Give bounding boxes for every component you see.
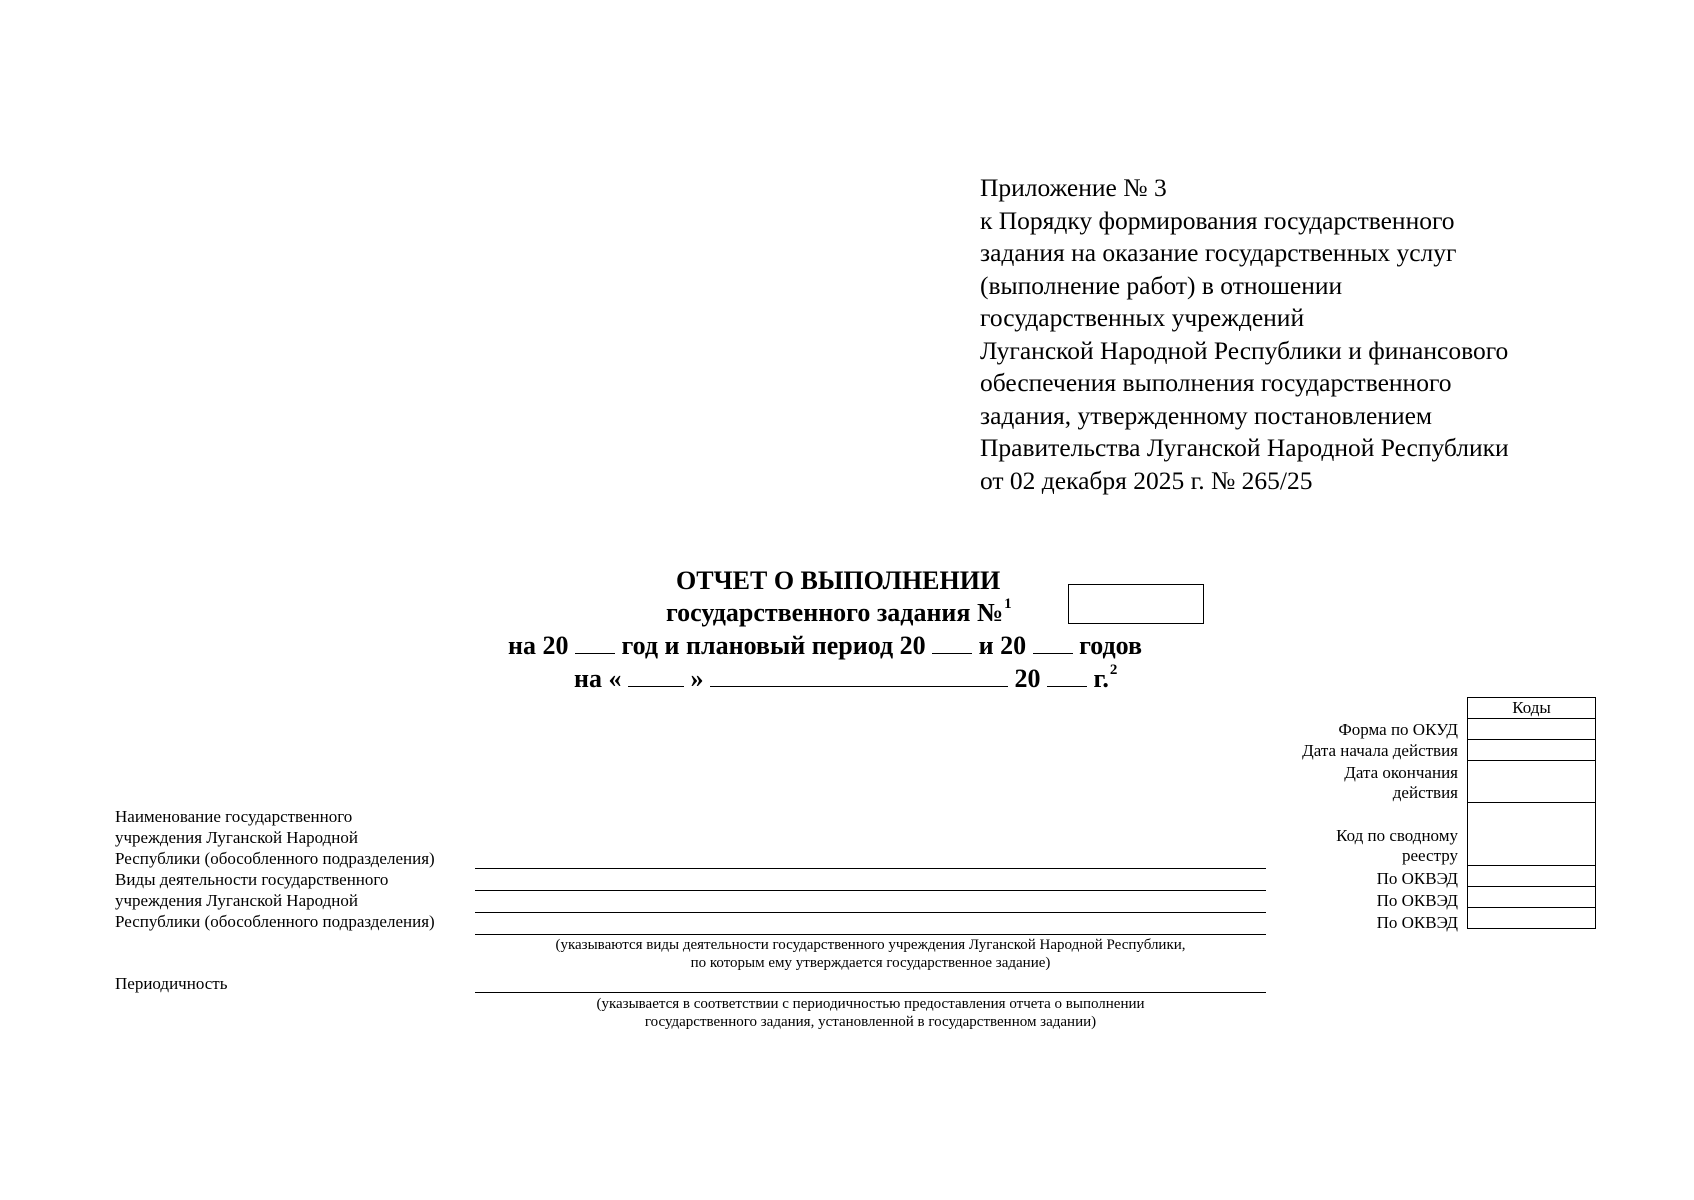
registry-label-line2: реестру	[1402, 846, 1458, 865]
appendix-line: Правительства Луганской Народной Республики	[980, 433, 1509, 462]
plan-year-1-blank[interactable]	[932, 653, 972, 654]
period-prefix: на 20	[508, 631, 569, 660]
activity-note	[475, 936, 1266, 972]
end-date-label	[1344, 763, 1458, 803]
okved-label-3: По ОКВЭД	[1376, 913, 1458, 932]
report-title: ОТЧЕТ О ВЫПОЛНЕНИИ	[676, 566, 1001, 595]
institution-name-label-line1: Наименование государственного	[115, 807, 353, 826]
appendix-line: обеспечения выполнения государственного	[980, 368, 1452, 397]
registry-code-cell[interactable]	[1468, 803, 1596, 866]
appendix-line: задания на оказание государственных услуг	[980, 238, 1457, 267]
start-date-cell[interactable]	[1468, 740, 1596, 761]
period-and: и 20	[978, 631, 1027, 660]
appendix-line: Приложение № 3	[980, 173, 1167, 202]
date-prefix: на «	[574, 664, 622, 693]
activity-note-line1: (указываются виды деятельности государственного учреждения Луганской Народной Республики,	[555, 937, 1186, 953]
registry-label	[1336, 826, 1458, 866]
okud-code-cell[interactable]	[1468, 719, 1596, 740]
periodicity-note-line1: (указывается в соответствии с периодичностью предоставления отчета о выполнении	[596, 996, 1145, 1012]
institution-name-label-line3: Республики (обособленного подразделения)	[115, 849, 435, 868]
okved-label-2: По ОКВЭД	[1376, 891, 1458, 910]
period-line	[508, 631, 1142, 661]
footnote-1-mark: 1	[1004, 596, 1012, 612]
activity-line-2[interactable]	[475, 912, 1266, 913]
activity-types-label	[115, 869, 435, 932]
activity-types-label-line3: Республики (обособленного подразделения)	[115, 912, 435, 931]
okved-cell-2[interactable]	[1468, 887, 1596, 908]
codes-header: Коды	[1468, 698, 1596, 719]
institution-name-line[interactable]	[475, 868, 1266, 869]
report-subtitle	[666, 598, 1012, 628]
appendix-line: от 02 декабря 2025 г. № 265/25	[980, 465, 1313, 495]
activity-types-label-line1: Виды деятельности государственного	[115, 870, 389, 889]
appendix-line: Луганской Народной Республики и финансового	[980, 335, 1509, 365]
day-blank[interactable]	[628, 686, 684, 687]
activity-line-1[interactable]	[475, 890, 1266, 891]
activity-types-label-line2: учреждения Луганской Народной	[115, 891, 358, 910]
plan-year-2-blank[interactable]	[1033, 653, 1073, 654]
date-year-prefix: 20	[1014, 664, 1041, 693]
okved-cell-1[interactable]	[1468, 866, 1596, 887]
institution-name-label	[115, 806, 435, 869]
appendix-line: государственных учреждений	[980, 303, 1305, 332]
end-date-label-line1: Дата окончания	[1344, 763, 1458, 782]
period-mid: год и плановый период 20	[621, 631, 926, 660]
periodicity-note-line2: государственного задания, установленной в государственном задании)	[644, 1014, 1097, 1030]
appendix-block	[980, 172, 1620, 497]
okved-cell-3[interactable]	[1468, 908, 1596, 929]
codes-table	[1467, 697, 1596, 929]
start-date-label: Дата начала действия	[1302, 741, 1458, 760]
appendix-line: (выполнение работ) в отношении	[980, 270, 1343, 300]
institution-name-label-line2: учреждения Луганской Народной	[115, 828, 358, 847]
period-suffix: годов	[1079, 631, 1143, 660]
okud-label: Форма по ОКУД	[1338, 720, 1458, 739]
footnote-2-mark: 2	[1109, 662, 1118, 678]
appendix-line: к Порядку формирования государственного	[980, 205, 1455, 235]
end-date-cell[interactable]	[1468, 761, 1596, 803]
date-suffix: г.	[1093, 664, 1109, 693]
year-blank[interactable]	[575, 653, 615, 654]
periodicity-label: Периодичность	[115, 974, 228, 993]
periodicity-line[interactable]	[475, 992, 1266, 993]
date-line	[574, 664, 1117, 694]
date-year-blank[interactable]	[1047, 686, 1087, 687]
registry-label-line1: Код по сводному	[1336, 826, 1458, 845]
activity-line-3[interactable]	[475, 934, 1266, 935]
month-blank[interactable]	[710, 686, 1008, 687]
periodicity-note	[475, 995, 1266, 1031]
okved-label-1: По ОКВЭД	[1376, 869, 1458, 888]
report-subtitle-text: государственного задания №	[666, 598, 1004, 627]
task-number-field[interactable]	[1068, 584, 1204, 624]
end-date-label-line2: действия	[1392, 783, 1458, 802]
date-quote-close: »	[690, 664, 704, 693]
appendix-line: задания, утвержденному постановлением	[980, 400, 1433, 430]
activity-note-line2: по которым ему утверждается государственное задание)	[690, 955, 1051, 971]
